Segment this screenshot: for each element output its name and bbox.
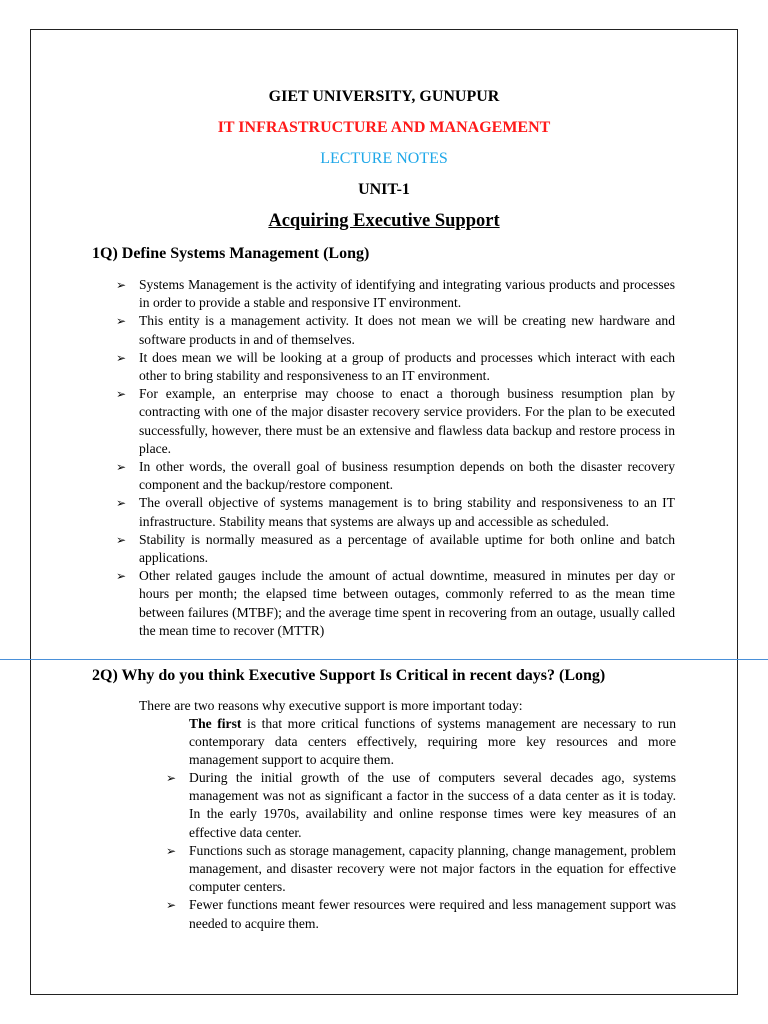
first-reason-label: The first: [189, 716, 242, 731]
question-1-title: 1Q) Define Systems Management (Long): [92, 245, 370, 262]
lecture-notes-label: LECTURE NOTES: [320, 150, 448, 167]
list-item: ➢ Functions such as storage management, capacity planning, change management, problem management, and disaster recovery were not major factors in the equation for effective computer centers.: [166, 842, 676, 895]
subject-title: IT INFRASTRUCTURE AND MANAGEMENT: [217, 119, 551, 136]
list-item: ➢ Systems Management is the activity of identifying and integrating various products and processes in order to provide a stable and responsive IT environment.: [116, 277, 675, 311]
arrow-right-icon: ➢: [116, 569, 127, 584]
first-reason: [189, 715, 676, 770]
arrow-right-icon: ➢: [116, 460, 127, 475]
section-title: Acquiring Executive Support: [268, 211, 500, 231]
question-1-list: [116, 276, 675, 640]
arrow-right-icon: ➢: [166, 771, 177, 785]
arrow-right-icon: ➢: [166, 843, 177, 858]
question-2-title: 2Q) Why do you think Executive Support Is Critical in recent days? (Long): [92, 667, 606, 684]
list-item: ➢ For example, an enterprise may choose to enact a thorough business resumption plan by contracting with one of the major disaster recovery service providers. For the plan to be executed successfully, however, there must be an extensive and flawless data backup and restore process in place.: [116, 386, 675, 456]
question-2-intro: There are two reasons why executive support is more important today:: [139, 698, 523, 713]
list-item: ➢ In other words, the overall goal of business resumption depends on both the disaster recovery component and the backup/restore component.: [116, 459, 675, 493]
list-item: ➢ This entity is a management activity. It does not mean we will be creating new hardware and software products in and of themselves.: [116, 313, 675, 347]
arrow-right-icon: ➢: [116, 278, 127, 292]
arrow-right-icon: ➢: [116, 350, 127, 365]
university-name: GIET UNIVERSITY, GUNUPUR: [268, 88, 500, 105]
list-item: ➢ Stability is normally measured as a percentage of available uptime for both online and batch applications.: [116, 531, 675, 566]
list-item: ➢ Fewer functions meant fewer resources were required and less management support was needed to acquire them.: [166, 897, 676, 931]
list-item: ➢ The overall objective of systems management is to bring stability and responsiveness to an IT infrastructure. Stability means that systems are always up and accessible as scheduled.: [116, 495, 675, 529]
arrow-right-icon: ➢: [116, 387, 127, 402]
first-reason-text: is that more critical functions of systems management are necessary to run contemporary data centers effectively, requiring more key resources and more management support to acquire them.: [189, 716, 677, 768]
arrow-right-icon: ➢: [116, 314, 127, 329]
arrow-right-icon: ➢: [166, 898, 177, 913]
question-2-list: [166, 769, 676, 933]
arrow-right-icon: ➢: [116, 496, 127, 511]
list-item: ➢ It does mean we will be looking at a group of products and processes which interact with each other to bring stability and responsiveness to an IT environment.: [116, 349, 675, 384]
page-divider-line: [0, 659, 768, 660]
arrow-right-icon: ➢: [116, 532, 127, 547]
unit-label: UNIT-1: [358, 181, 410, 198]
list-item: ➢ During the initial growth of the use of computers several decades ago, systems management was not as significant a factor in the success of a data center as it is today. In the early 1970s, availability and online response times were key measures of an effective data center.: [166, 770, 676, 840]
list-item: ➢ Other related gauges include the amount of actual downtime, measured in minutes per day or hours per month; the elapsed time between outages, commonly referred to as the mean time between failures (MTBF); and the average time spent in recovering from an outage, usually called the mean time to recover (MTTR): [116, 568, 675, 638]
